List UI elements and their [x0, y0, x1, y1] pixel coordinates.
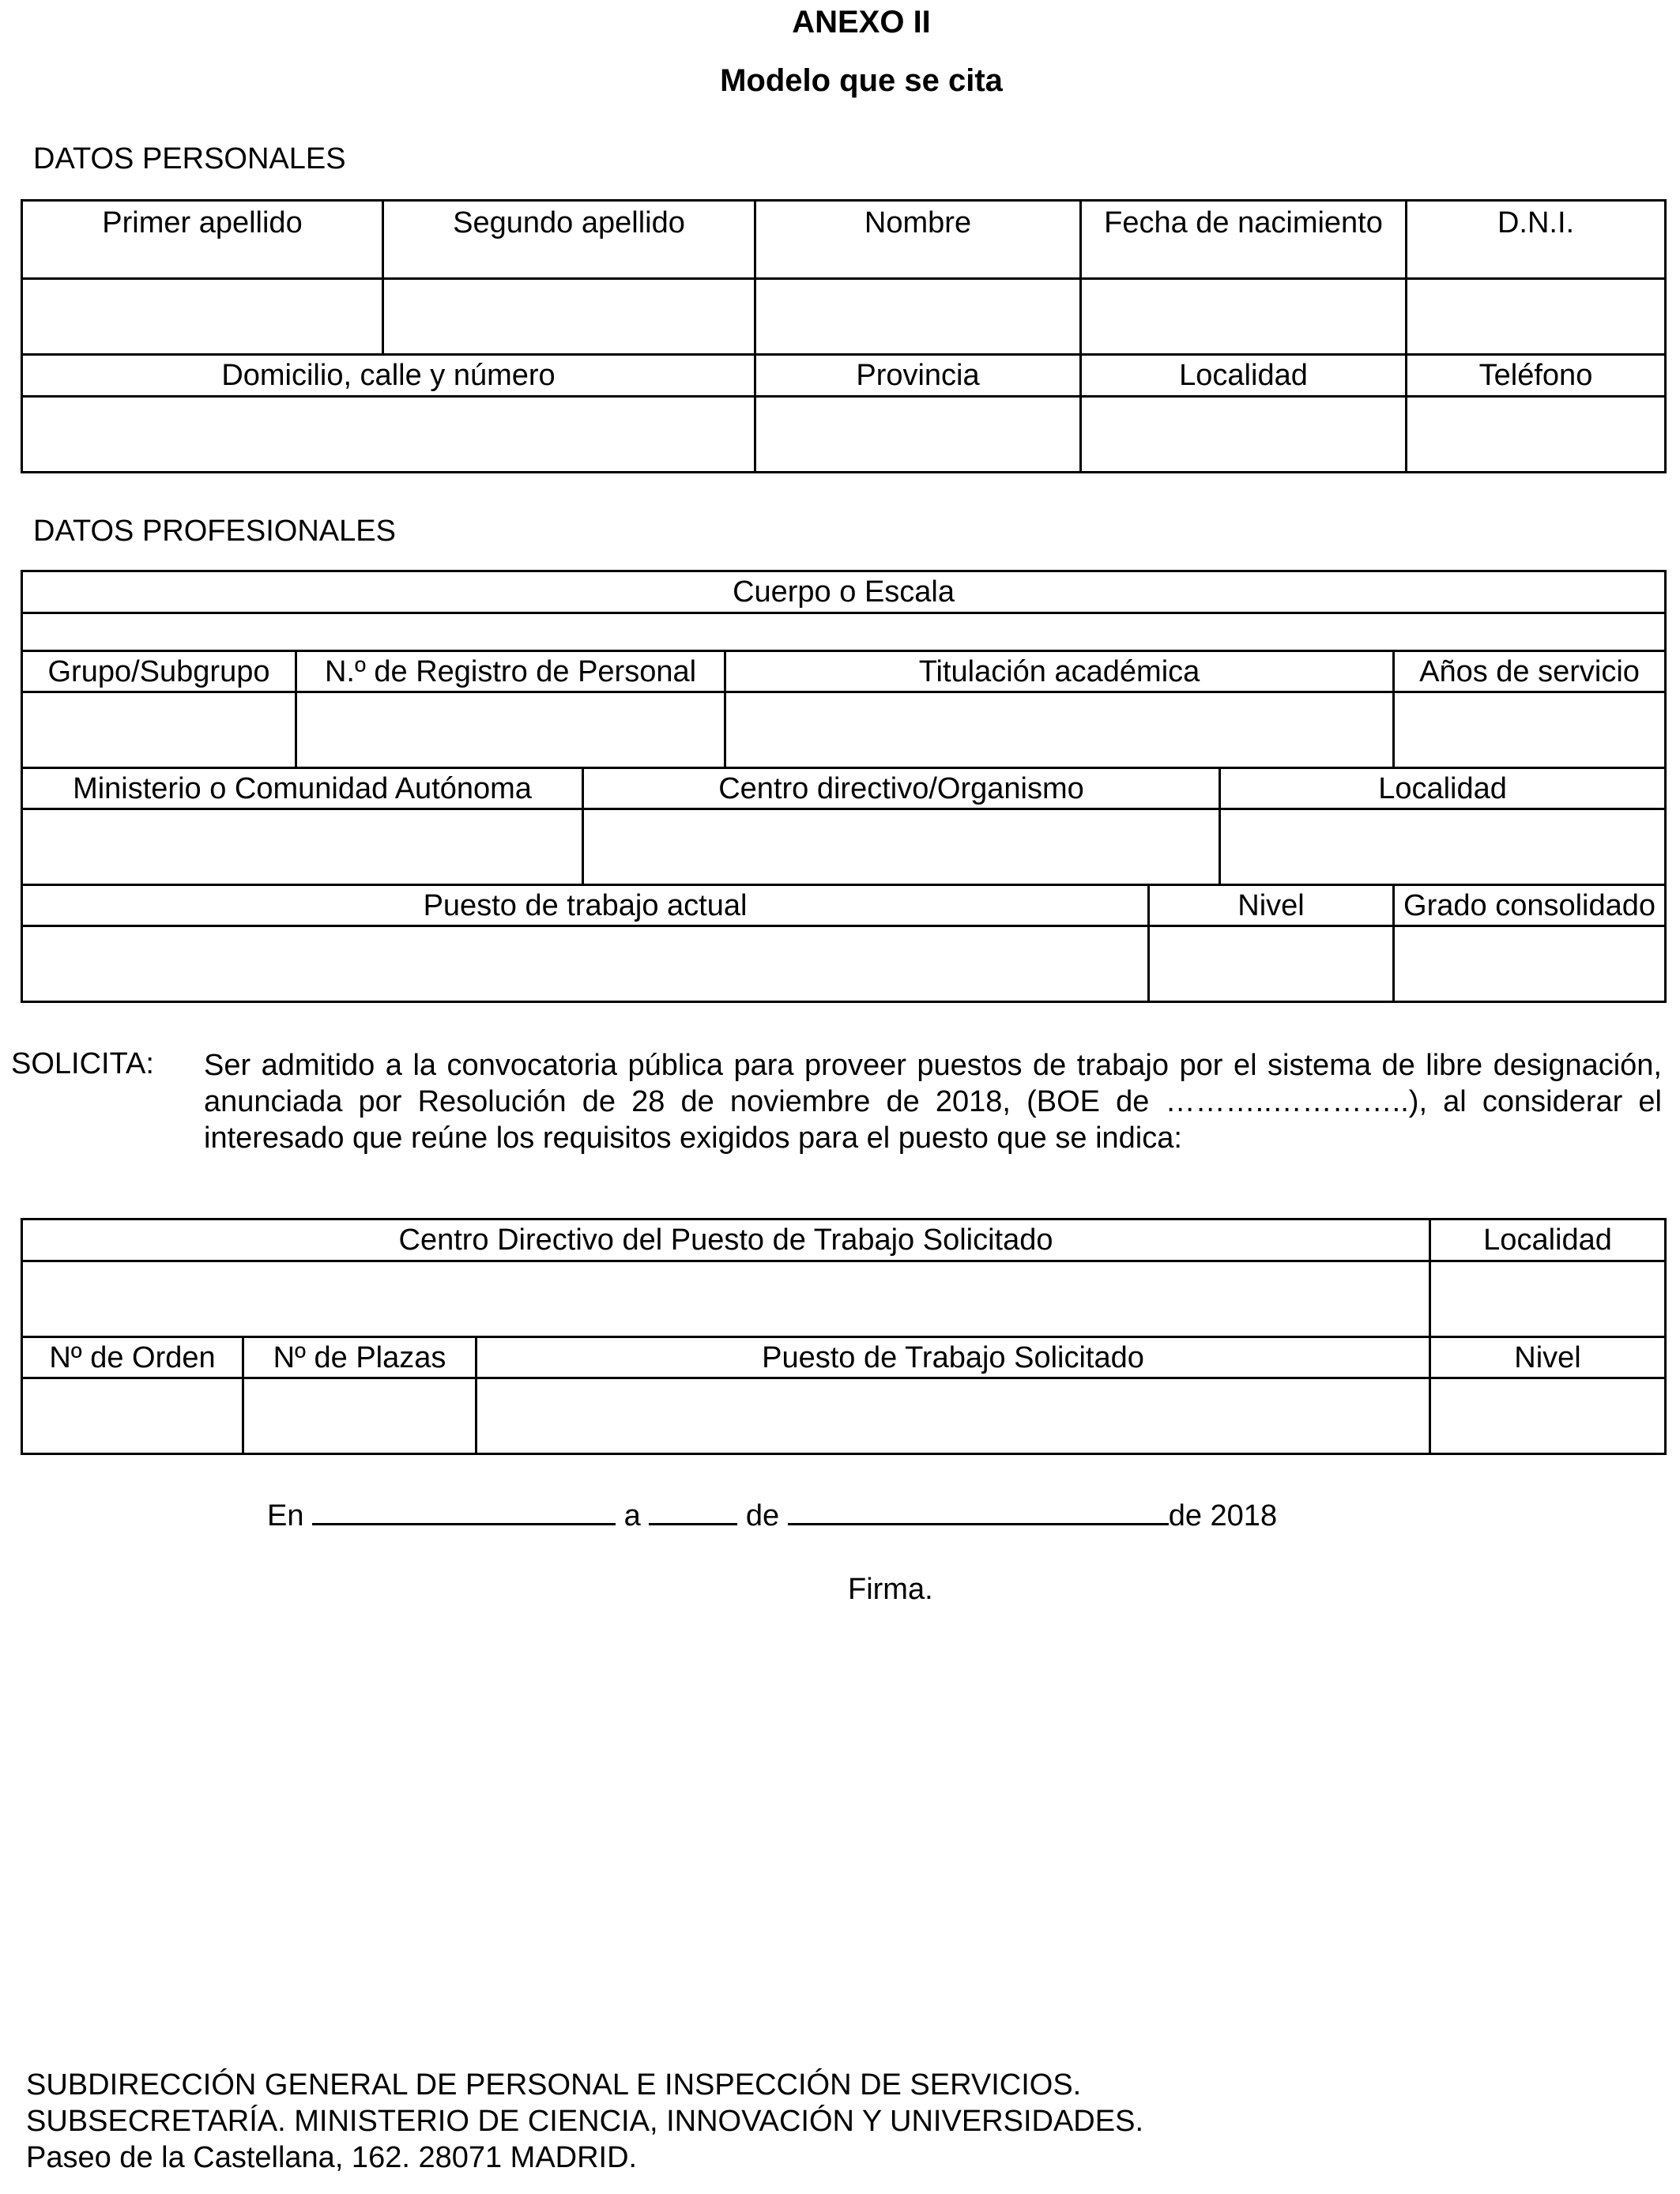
- personal-data-table: [21, 199, 1667, 473]
- date-year-label: de 2018: [1168, 1499, 1278, 1532]
- header-localidad: Localidad: [1081, 355, 1407, 397]
- field-puesto-solicitado[interactable]: [477, 1378, 1430, 1454]
- field-titulacion[interactable]: [725, 692, 1394, 768]
- field-nivel-solicitado[interactable]: [1430, 1378, 1666, 1454]
- requested-position-table: [21, 1218, 1667, 1455]
- header-centro-directivo-solicitado: Centro Directivo del Puesto de Trabajo Solicitado: [22, 1220, 1430, 1261]
- header-anos-servicio: Años de servicio: [1394, 651, 1666, 692]
- field-domicilio[interactable]: [22, 397, 755, 473]
- field-localidad-profesional[interactable]: [1220, 809, 1666, 885]
- header-registro-personal: N.º de Registro de Personal: [296, 651, 725, 692]
- header-puesto-solicitado: Puesto de Trabajo Solicitado: [477, 1337, 1430, 1378]
- request-label: SOLICITA:: [11, 1047, 154, 1080]
- field-numero-plazas[interactable]: [243, 1378, 477, 1454]
- header-localidad-profesional: Localidad: [1220, 768, 1666, 809]
- date-line: [267, 1496, 1277, 1533]
- field-provincia[interactable]: [755, 397, 1081, 473]
- header-ministerio: Ministerio o Comunidad Autónoma: [22, 768, 583, 809]
- field-fecha-nacimiento[interactable]: [1081, 279, 1407, 355]
- document-subtitle: Modelo que se cita: [720, 63, 1003, 98]
- field-grupo-subgrupo[interactable]: [22, 692, 296, 768]
- field-registro-personal[interactable]: [296, 692, 725, 768]
- field-nombre[interactable]: [755, 279, 1081, 355]
- field-centro-directivo-solicitado[interactable]: [22, 1261, 1430, 1337]
- request-text: Ser admitido a la convocatoria pública para proveer puestos de trabajo por el sistema de libre designación, anunciada por Resolución de 28 de noviembre de 2018, (BOE de ………..…………..), al considerar el interesado que reúne los requisitos exigidos para el puesto que se indica:: [204, 1049, 1662, 1155]
- header-centro-directivo: Centro directivo/Organismo: [583, 768, 1220, 809]
- date-de-label: de: [745, 1499, 780, 1532]
- header-segundo-apellido: Segundo apellido: [383, 201, 755, 279]
- header-numero-orden: Nº de Orden: [22, 1337, 243, 1378]
- field-cuerpo-escala[interactable]: [22, 613, 1666, 651]
- document-title: ANEXO II: [792, 5, 931, 40]
- field-ministerio[interactable]: [22, 809, 583, 885]
- section-title-personal: DATOS PERSONALES: [33, 142, 346, 175]
- field-anos-servicio[interactable]: [1394, 692, 1666, 768]
- footer-line-1: SUBDIRECCIÓN GENERAL DE PERSONAL E INSPECCIÓN DE SERVICIOS.: [26, 2068, 1082, 2102]
- header-nivel-solicitado: Nivel: [1430, 1337, 1666, 1378]
- header-telefono: Teléfono: [1407, 355, 1666, 397]
- month-blank[interactable]: [788, 1496, 1169, 1525]
- field-segundo-apellido[interactable]: [383, 279, 755, 355]
- header-primer-apellido: Primer apellido: [22, 201, 383, 279]
- date-a-label: a: [623, 1499, 641, 1532]
- header-domicilio: Domicilio, calle y número: [22, 355, 755, 397]
- field-puesto-actual[interactable]: [22, 926, 1149, 1002]
- header-dni: D.N.I.: [1407, 201, 1666, 279]
- day-blank[interactable]: [649, 1496, 737, 1525]
- field-nivel[interactable]: [1149, 926, 1394, 1002]
- header-fecha-nacimiento: Fecha de nacimiento: [1081, 201, 1407, 279]
- field-primer-apellido[interactable]: [22, 279, 383, 355]
- header-provincia: Provincia: [755, 355, 1081, 397]
- footer-line-2: SUBSECRETARÍA. MINISTERIO DE CIENCIA, INNOVACIÓN Y UNIVERSIDADES.: [26, 2105, 1143, 2138]
- header-cuerpo-escala: Cuerpo o Escala: [22, 571, 1666, 613]
- section-title-professional: DATOS PROFESIONALES: [33, 515, 396, 548]
- footer-line-3: Paseo de la Castellana, 162. 28071 MADRID.: [26, 2141, 638, 2174]
- header-puesto-actual: Puesto de trabajo actual: [22, 885, 1149, 926]
- header-numero-plazas: Nº de Plazas: [243, 1337, 477, 1378]
- date-en-label: En: [267, 1499, 304, 1532]
- header-titulacion: Titulación académica: [725, 651, 1394, 692]
- header-grado-consolidado: Grado consolidado: [1394, 885, 1666, 926]
- field-grado-consolidado[interactable]: [1394, 926, 1666, 1002]
- professional-data-table: [21, 570, 1667, 1003]
- field-numero-orden[interactable]: [22, 1378, 243, 1454]
- field-localidad[interactable]: [1081, 397, 1407, 473]
- header-grupo-subgrupo: Grupo/Subgrupo: [22, 651, 296, 692]
- header-localidad-solicitado: Localidad: [1430, 1220, 1666, 1261]
- place-blank[interactable]: [312, 1496, 616, 1525]
- field-dni[interactable]: [1407, 279, 1666, 355]
- field-centro-directivo[interactable]: [583, 809, 1220, 885]
- signature-label: Firma.: [848, 1573, 933, 1606]
- header-nivel: Nivel: [1149, 885, 1394, 926]
- field-telefono[interactable]: [1407, 397, 1666, 473]
- header-nombre: Nombre: [755, 201, 1081, 279]
- field-localidad-solicitado[interactable]: [1430, 1261, 1666, 1337]
